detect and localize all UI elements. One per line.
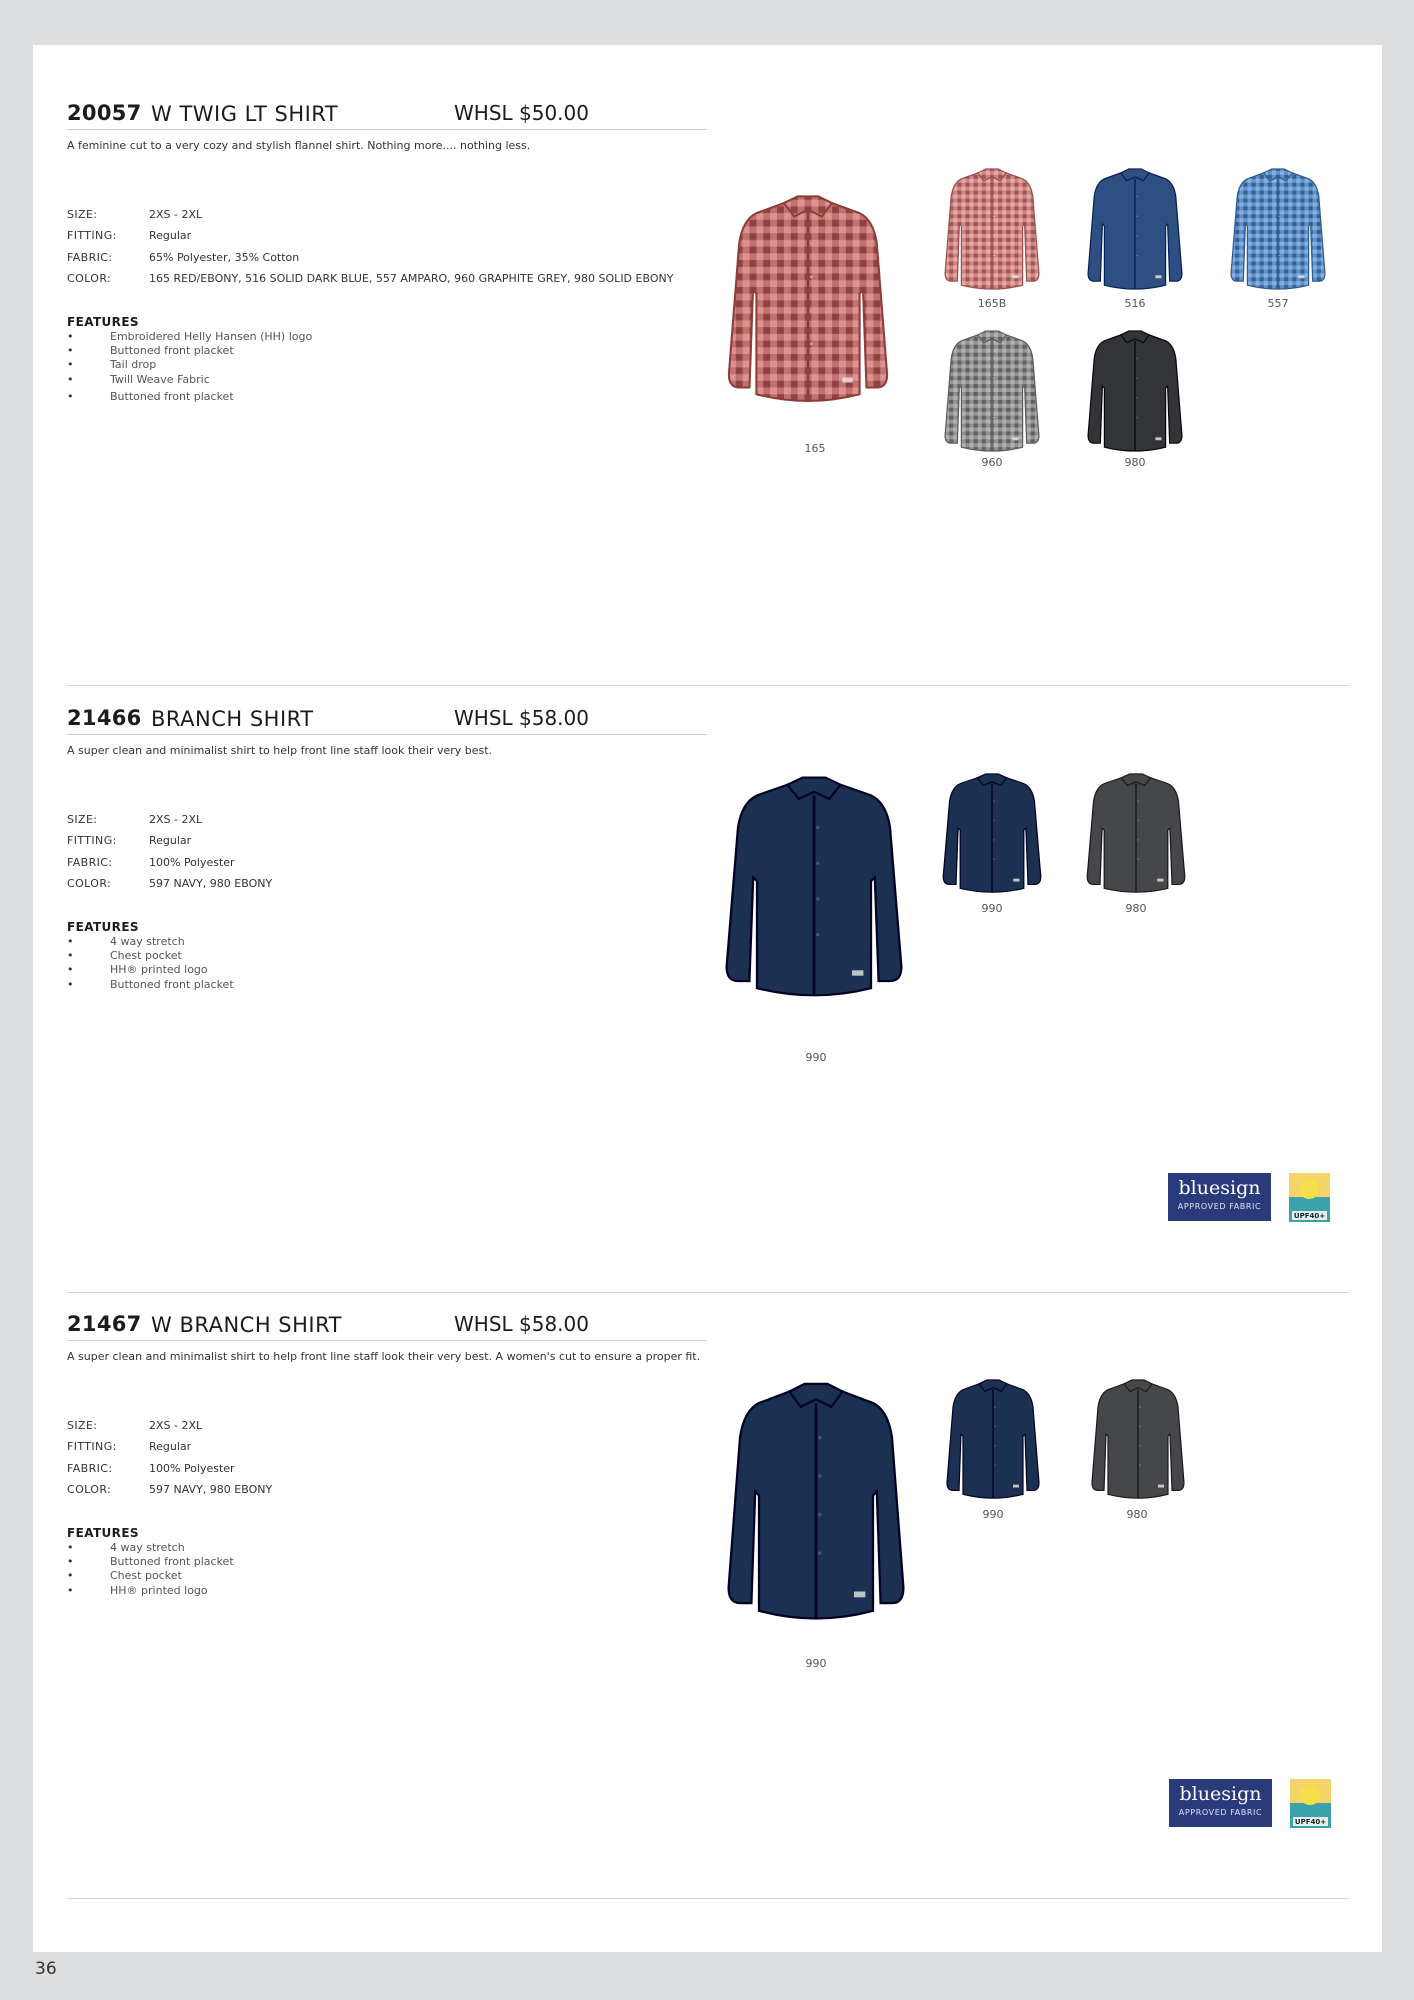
feature-item: • HH® printed logo — [67, 1584, 234, 1598]
shirt-icon — [1084, 329, 1186, 457]
shirt-icon — [939, 772, 1045, 898]
spec-key: COLOR: — [67, 876, 112, 890]
swatch-label: 980 — [1125, 902, 1147, 915]
feature-item: • Tail drop — [67, 358, 312, 372]
product-header — [67, 97, 707, 127]
features-title: FEATURES — [67, 1526, 139, 1540]
swatch-label: 990 — [981, 902, 1003, 915]
features-block — [67, 315, 312, 404]
feature-item: • 4 way stretch — [67, 935, 234, 949]
spec-key: FABRIC: — [67, 855, 113, 869]
section-divider — [67, 1292, 1349, 1293]
spec-value: Regular — [149, 229, 192, 243]
header-underline — [67, 1340, 707, 1341]
product-header — [67, 702, 707, 732]
feature-item: • HH® printed logo — [67, 963, 234, 977]
product-name: W BRANCH SHIRT — [151, 1313, 342, 1337]
swatch-label: 165 — [804, 442, 826, 455]
features-block — [67, 920, 234, 992]
feature-item: • 4 way stretch — [67, 1541, 234, 1555]
product-name: W TWIG LT SHIRT — [151, 102, 339, 126]
uv-rating: UPF40+ — [1294, 1818, 1327, 1826]
feature-item: • Twill Weave Fabric — [67, 373, 312, 387]
product-price: WHSL $58.00 — [454, 1312, 589, 1336]
plaid-shirt-icon — [1227, 167, 1329, 295]
spec-value: 2XS - 2XL — [149, 1419, 203, 1432]
product-description: A feminine cut to a very cozy and stylish flannel shirt. Nothing more.... nothing less. — [67, 139, 531, 152]
plaid-shirt-icon — [722, 193, 894, 411]
shirt-icon — [721, 1380, 911, 1630]
spec-key: FABRIC: — [67, 1461, 113, 1475]
bluesign-logo-text: bluesign — [1178, 1177, 1261, 1199]
swatch-label: 990 — [805, 1657, 827, 1670]
features-title: FEATURES — [67, 315, 139, 329]
spec-key: COLOR: — [67, 1482, 112, 1496]
swatch-label: 516 — [1124, 297, 1146, 310]
uv-rating: UPF40+ — [1293, 1212, 1326, 1220]
features-block — [67, 1526, 234, 1598]
swatch-label: 557 — [1267, 297, 1289, 310]
spec-value: 2XS - 2XL — [149, 813, 203, 826]
spec-value: 165 RED/EBONY, 516 SOLID DARK BLUE, 557 AMPARO, 960 GRAPHITE GREY, 980 SOLID EBONY — [149, 271, 674, 285]
bluesign-subtext: APPROVED FABRIC — [1178, 1808, 1263, 1817]
swatch-label: 960 — [981, 456, 1003, 469]
spec-value: 100% Polyester — [149, 855, 235, 869]
page-number: 36 — [35, 1959, 57, 1979]
shirt-icon — [1083, 772, 1189, 898]
section-divider — [67, 685, 1349, 686]
shirt-icon — [1088, 1378, 1188, 1504]
spec-key: SIZE: — [67, 1419, 98, 1432]
features-list — [67, 935, 234, 992]
product-code: 21466 — [67, 706, 142, 730]
spec-key: COLOR: — [67, 271, 112, 285]
product-20057 — [33, 97, 1382, 657]
bluesign-logo-text: bluesign — [1179, 1783, 1262, 1805]
bluesign-subtext: APPROVED FABRIC — [1177, 1202, 1262, 1211]
spec-key: FITTING: — [67, 1440, 117, 1454]
spec-value: 597 NAVY, 980 EBONY — [149, 1482, 273, 1496]
swatch-label: 990 — [805, 1051, 827, 1064]
spec-value: Regular — [149, 834, 192, 848]
shirt-icon — [1084, 167, 1186, 295]
bluesign-badge — [1168, 1173, 1271, 1221]
features-list — [67, 330, 312, 404]
product-description: A super clean and minimalist shirt to help front line staff look their very best. A women's cut to ensure a proper fit. — [67, 1350, 701, 1363]
spec-value: Regular — [149, 1440, 192, 1454]
bottom-divider — [67, 1898, 1349, 1899]
product-name: BRANCH SHIRT — [151, 707, 314, 731]
feature-item: • Chest pocket — [67, 949, 234, 963]
product-21467 — [33, 1308, 1382, 1908]
plaid-shirt-icon — [941, 329, 1043, 457]
spec-key: FABRIC: — [67, 250, 113, 264]
product-price: WHSL $58.00 — [454, 706, 589, 730]
features-title: FEATURES — [67, 920, 139, 934]
feature-item: • Embroidered Helly Hansen (HH) logo — [67, 330, 312, 344]
catalog-page — [33, 45, 1382, 1952]
spec-key: FITTING: — [67, 834, 117, 848]
swatch-label: 990 — [982, 1508, 1004, 1521]
spec-value: 2XS - 2XL — [149, 208, 203, 221]
spec-value: 100% Polyester — [149, 1461, 235, 1475]
product-description: A super clean and minimalist shirt to help front line staff look their very best. — [67, 744, 493, 757]
shirt-icon — [943, 1378, 1043, 1504]
feature-item: • Chest pocket — [67, 1569, 234, 1583]
feature-item: • Buttoned front placket — [67, 1555, 234, 1569]
header-underline — [67, 734, 707, 735]
swatch-label: 980 — [1126, 1508, 1148, 1521]
product-code: 20057 — [67, 101, 142, 125]
swatch-label: 165B — [977, 297, 1007, 310]
product-21466 — [33, 702, 1382, 1302]
feature-item: • Buttoned front placket — [67, 390, 312, 404]
product-price: WHSL $50.00 — [454, 101, 589, 125]
bluesign-badge — [1169, 1779, 1272, 1827]
shirt-icon — [719, 774, 909, 1006]
spec-key: FITTING: — [67, 229, 117, 243]
plaid-shirt-icon — [941, 167, 1043, 295]
spec-key: SIZE: — [67, 208, 98, 221]
feature-item: • Buttoned front placket — [67, 978, 234, 992]
header-underline — [67, 129, 707, 130]
product-code: 21467 — [67, 1312, 142, 1336]
spec-value: 597 NAVY, 980 EBONY — [149, 876, 273, 890]
spec-value: 65% Polyester, 35% Cotton — [149, 250, 300, 264]
features-list — [67, 1541, 234, 1598]
product-header — [67, 1308, 707, 1338]
uv-protection-icon — [1290, 1779, 1331, 1828]
swatch-label: 980 — [1124, 456, 1146, 469]
feature-item: • Buttoned front placket — [67, 344, 312, 358]
uv-protection-icon — [1289, 1173, 1330, 1222]
spec-key: SIZE: — [67, 813, 98, 826]
